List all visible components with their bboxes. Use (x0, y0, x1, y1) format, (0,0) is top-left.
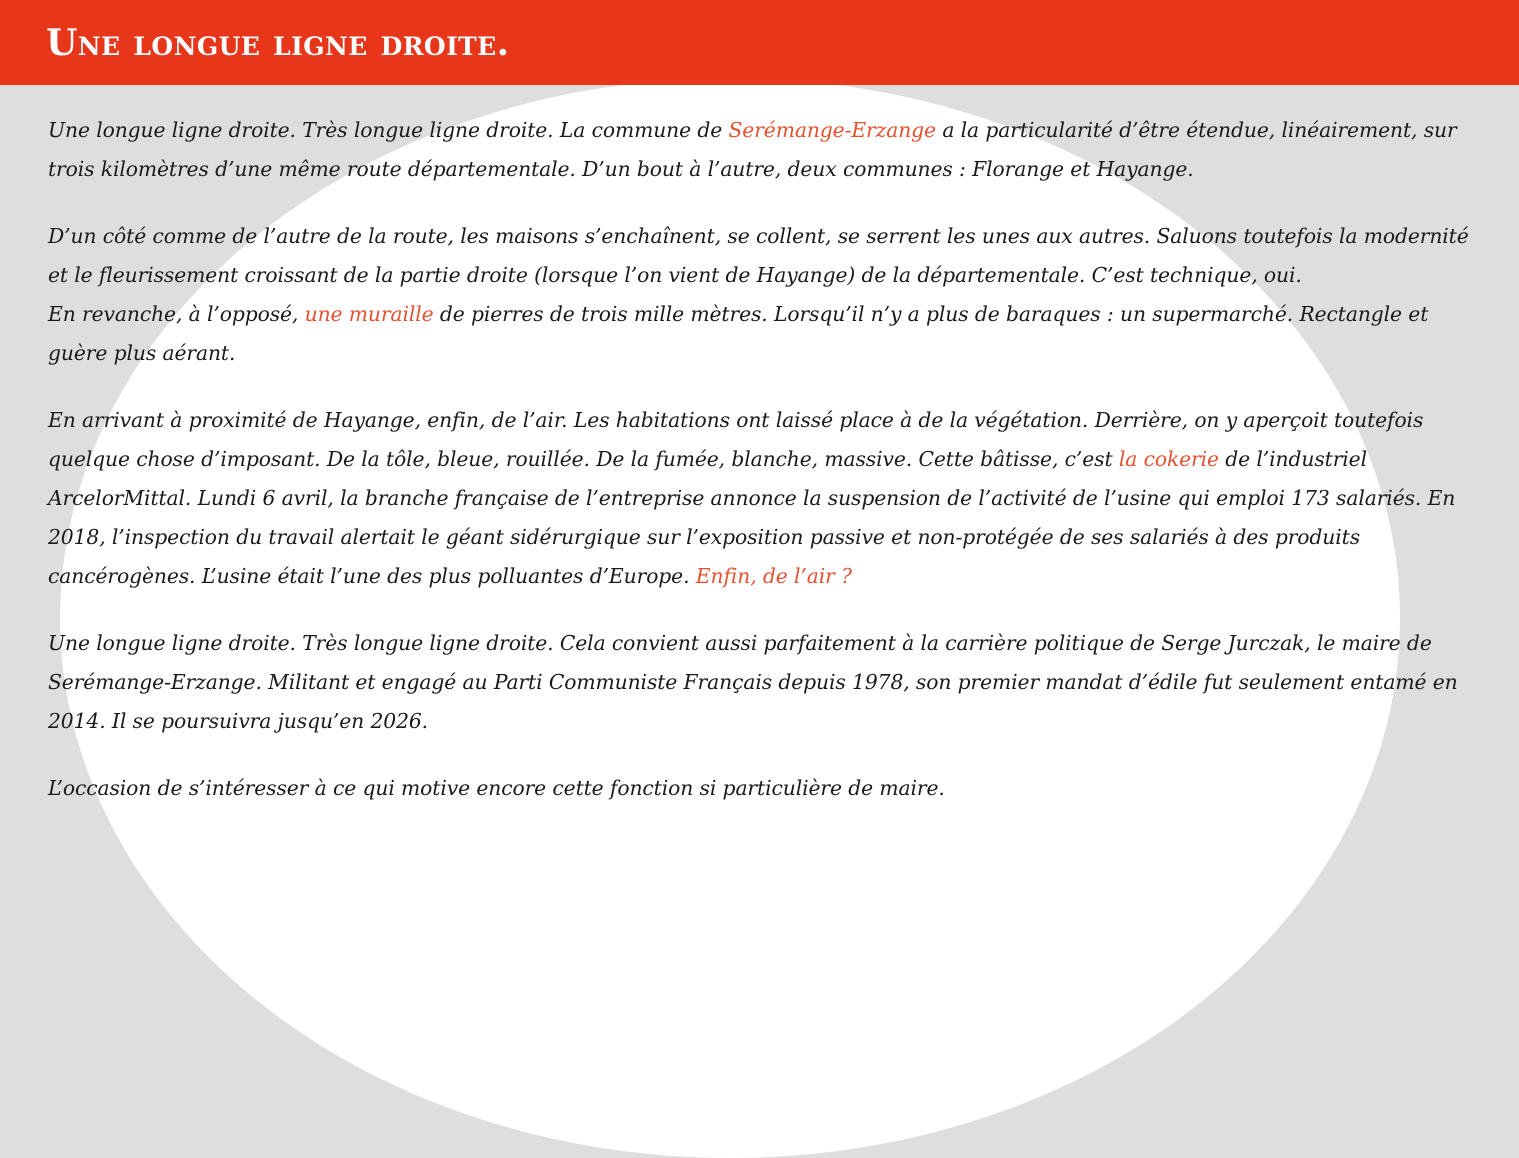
page-title: Une longue ligne droite. (46, 21, 510, 64)
article-header-banner (0, 0, 1519, 85)
article-body (0, 85, 1519, 808)
highlighted-text[interactable]: Enfin, de l’air ? (695, 564, 852, 588)
article-paragraph (48, 217, 1471, 373)
paragraph-text: Une longue ligne droite. Très longue ligne droite. La commune de (48, 118, 729, 142)
paragraph-text: En revanche, à l’opposé, (48, 302, 305, 326)
article-paragraph (48, 769, 1471, 808)
highlighted-text[interactable]: la cokerie (1118, 447, 1219, 471)
paragraph-text: En arrivant à proximité de Hayange, enfin, de l’air. Les habitations ont laissé place à de la végétation. Derrière, on y aperçoit toutefois quelque chose d’imposant. De la tôle, bleue, rouillée. De la fumée, blanche, massive. Cette bâtisse, c’est (48, 408, 1424, 471)
paragraph-text: a la particularité d’être étendue, linéairement, sur trois kilomètres d’une même route départementale. D’un bout à l’autre, deux communes : Florange et Hayange. (48, 118, 1457, 181)
paragraph-text: de pierres de trois mille mètres. Lorsqu’il n’y a plus de baraques : un supermarché. Rectangle et guère plus aérant. (48, 302, 1429, 365)
paragraph-text: D’un côté comme de l’autre de la route, les maisons s’enchaînent, se collent, se serrent les unes aux autres. Saluons toutefois la modernité et le fleurissement croissant de la partie droite (lorsque l’on vient de Hayange) de la départementale. C’est technique, oui. (48, 224, 1469, 287)
highlighted-text[interactable]: Serémange-Erzange (728, 118, 936, 142)
article-paragraph (48, 624, 1471, 741)
paragraph-text: Une longue ligne droite. Très longue ligne droite. Cela convient aussi parfaitement à la carrière politique de Serge Jurczak, le maire de Serémange-Erzange. Militant et engagé au Parti Communiste Français depuis 1978, son premier mandat d’édile fut seulement entamé en 2014. Il se poursuivra jusqu’en 2026. (48, 631, 1458, 733)
article-paragraph (48, 401, 1471, 596)
article-paragraph (48, 111, 1471, 189)
paragraph-text: L’occasion de s’intéresser à ce qui motive encore cette fonction si particulière de maire. (48, 776, 945, 800)
paragraph-text: de l’industriel ArcelorMittal. Lundi 6 avril, la branche française de l’entreprise annonce la suspension de l’activité de l’usine qui emploi 173 salariés. En 2018, l’inspection du travail alertait le géant sidérurgique sur l’exposition passive et non-protégée de ses salariés à des produits cancérogènes. L’usine était l’une des plus polluantes d’Europe. (48, 447, 1456, 588)
highlighted-text[interactable]: une muraille (304, 302, 434, 326)
